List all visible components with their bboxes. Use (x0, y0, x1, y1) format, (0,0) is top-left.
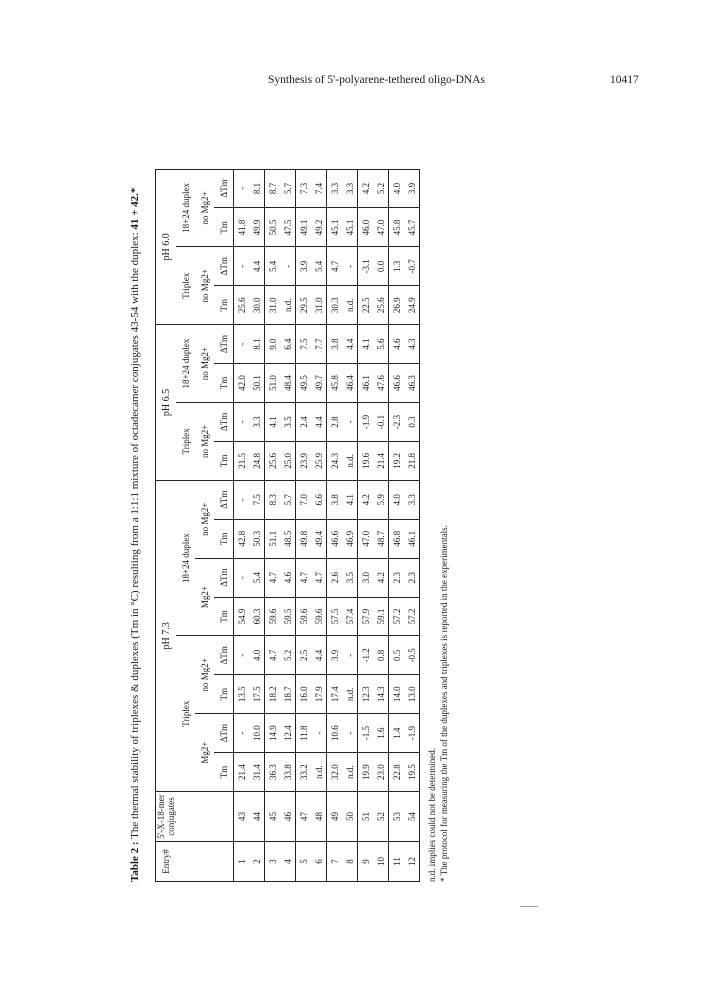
cell-value: - (342, 714, 358, 753)
table-row (234, 169, 250, 881)
header-dtm: ΔTm (214, 402, 234, 441)
cell-value: 57.9 (358, 597, 374, 636)
cell-value: 0.8 (373, 636, 389, 675)
cell-value: 3.9 (327, 636, 343, 675)
cell-value: 60.3 (249, 597, 265, 636)
cell-value: 3.5 (342, 558, 358, 597)
header-dtm: ΔTm (214, 480, 234, 519)
caption-text: The thermal stability of triplexes & duplexes (Tm in °C) resulting from a 1:1:1 mixture of octadecamer conjugates 43-54 with the duplex: (129, 232, 141, 839)
cell-value: 31.0 (311, 286, 327, 325)
cell-value: 0.3 (404, 402, 420, 441)
cell-value: 50.1 (249, 364, 265, 403)
cell-value: 31.0 (265, 286, 281, 325)
scan-speck (520, 906, 538, 907)
cell-conjugate: 47 (296, 792, 312, 842)
cell-value: 19.2 (389, 441, 405, 480)
cell-value: - (234, 247, 250, 286)
header-triplex: Triplex (176, 402, 195, 480)
running-title: Synthesis of 5'-polyarene-tethered oligo-DNAs (268, 74, 486, 86)
thermal-stability-table (155, 169, 420, 882)
cell-value: 57.4 (342, 597, 358, 636)
cell-value: 46.9 (342, 519, 358, 558)
cell-value: 14.9 (265, 714, 281, 753)
cell-conjugate: 48 (311, 792, 327, 842)
table-row (296, 169, 312, 881)
cell-value: 22.8 (389, 753, 405, 792)
cell-value: 4.7 (296, 558, 312, 597)
cell-entry: 2 (249, 842, 265, 882)
page-number: 10417 (610, 74, 639, 86)
cell-value: 3.3 (404, 480, 420, 519)
cell-value: 22.5 (358, 286, 374, 325)
cell-value: -0.1 (373, 402, 389, 441)
cell-value: 49.1 (296, 208, 312, 247)
cell-value: 1.4 (389, 714, 405, 753)
cell-value: - (234, 325, 250, 364)
cell-value: 17.9 (311, 675, 327, 714)
cell-value: 7.4 (311, 169, 327, 208)
cell-value: 19.6 (358, 441, 374, 480)
header-ph-6-0: pH 6.0 (156, 169, 177, 325)
table-row (311, 169, 327, 881)
cell-value: 49.4 (311, 519, 327, 558)
header-duplex: 18+24 duplex (176, 325, 195, 403)
cell-value: 0.0 (373, 247, 389, 286)
cell-value: 5.4 (249, 558, 265, 597)
cell-value: 4.4 (311, 402, 327, 441)
header-dtm: ΔTm (214, 325, 234, 364)
cell-value: 49.2 (311, 208, 327, 247)
cell-conjugate: 46 (280, 792, 296, 842)
cell-value: n.d. (280, 286, 296, 325)
header-tm: Tm (214, 753, 234, 792)
cell-value: 41.8 (234, 208, 250, 247)
cell-value: - (342, 247, 358, 286)
cell-value: 4.4 (249, 247, 265, 286)
cell-value: 5.4 (265, 247, 281, 286)
cell-value: 54.9 (234, 597, 250, 636)
header-mg: Mg2+ (195, 558, 214, 636)
cell-value: 46.1 (358, 364, 374, 403)
cell-value: 8.7 (265, 169, 281, 208)
cell-value: 24.3 (327, 441, 343, 480)
cell-value: 47.5 (280, 208, 296, 247)
cell-entry: 4 (280, 842, 296, 882)
cell-value: 4.2 (358, 169, 374, 208)
cell-value: 26.9 (389, 286, 405, 325)
cell-value: 47.0 (358, 519, 374, 558)
cell-value: 31.4 (249, 753, 265, 792)
header-mg: Mg2+ (195, 714, 214, 792)
cell-value: 7.7 (311, 325, 327, 364)
table-row (249, 169, 265, 881)
cell-entry: 6 (311, 842, 327, 882)
cell-value: - (311, 714, 327, 753)
cell-value: -1.9 (404, 714, 420, 753)
cell-value: 18.2 (265, 675, 281, 714)
cell-value: 8.3 (265, 480, 281, 519)
cell-value: 4.7 (311, 558, 327, 597)
header-tm: Tm (214, 597, 234, 636)
cell-value: 46.6 (389, 364, 405, 403)
header-tm: Tm (214, 675, 234, 714)
cell-entry: 12 (404, 842, 420, 882)
cell-value: 3.9 (404, 169, 420, 208)
cell-value: 19.5 (404, 753, 420, 792)
cell-value: 2.3 (389, 558, 405, 597)
cell-value: 18.7 (280, 675, 296, 714)
cell-value: 33.2 (296, 753, 312, 792)
cell-value: 45.7 (404, 208, 420, 247)
cell-value: 59.1 (373, 597, 389, 636)
cell-conjugate: 54 (404, 792, 420, 842)
cell-entry: 3 (265, 842, 281, 882)
cell-value: 4.6 (280, 558, 296, 597)
cell-entry: 9 (358, 842, 374, 882)
cell-value: 0.5 (389, 636, 405, 675)
header-tm: Tm (214, 286, 234, 325)
header-duplex: 18+24 duplex (176, 480, 195, 636)
cell-conjugate: 53 (389, 792, 405, 842)
note-nd: n.d. implies could not be determined. (427, 748, 437, 882)
cell-value: 46.3 (404, 364, 420, 403)
cell-value: 45.8 (327, 364, 343, 403)
cell-entry: 5 (296, 842, 312, 882)
cell-conjugate: 43 (234, 792, 250, 842)
cell-value: -0.5 (404, 636, 420, 675)
cell-value: 3.9 (296, 247, 312, 286)
header-duplex: 18+24 duplex (176, 169, 195, 247)
cell-value: 8.1 (249, 325, 265, 364)
cell-value: 46.1 (404, 519, 420, 558)
cell-value: 4.6 (389, 325, 405, 364)
cell-value: -0.7 (404, 247, 420, 286)
header-no-mg: no Mg2+ (195, 247, 214, 325)
cell-value: - (234, 714, 250, 753)
cell-value: 4.1 (342, 480, 358, 519)
header-no-mg: no Mg2+ (195, 325, 214, 403)
cell-value: -1.2 (358, 636, 374, 675)
cell-value: 16.0 (296, 675, 312, 714)
caption-label: Table 2 : (129, 841, 141, 882)
cell-value: 4.4 (342, 325, 358, 364)
cell-value: 4.3 (404, 325, 420, 364)
cell-value: - (234, 480, 250, 519)
cell-value: 4.7 (265, 636, 281, 675)
cell-value: n.d. (311, 753, 327, 792)
header-triplex: Triplex (176, 247, 195, 325)
cell-value: 48.4 (280, 364, 296, 403)
caption-bold-tail: 41 + 42.* (129, 187, 141, 230)
cell-value: 49.7 (311, 364, 327, 403)
cell-value: 21.4 (234, 753, 250, 792)
table-row (342, 169, 358, 881)
cell-entry: 1 (234, 842, 250, 882)
cell-value: 4.0 (389, 480, 405, 519)
cell-value: -2.3 (389, 402, 405, 441)
cell-value: 9.0 (265, 325, 281, 364)
cell-value: - (234, 402, 250, 441)
cell-value: 57.2 (404, 597, 420, 636)
table-row (373, 169, 389, 881)
cell-value: 25.6 (373, 286, 389, 325)
cell-value: 7.5 (249, 480, 265, 519)
cell-entry: 7 (327, 842, 343, 882)
cell-value: 1.6 (373, 714, 389, 753)
header-ph-6-5: pH 6.5 (156, 325, 177, 481)
table-caption (128, 162, 143, 882)
cell-conjugate: 51 (358, 792, 374, 842)
header-tm: Tm (214, 441, 234, 480)
cell-value: 5.2 (280, 636, 296, 675)
header-no-mg: no Mg2+ (195, 169, 214, 247)
table-row (265, 169, 281, 881)
table-notes (426, 162, 450, 882)
cell-value: 1.3 (389, 247, 405, 286)
cell-value: 2.6 (327, 558, 343, 597)
cell-value: 57.2 (389, 597, 405, 636)
cell-value: 12.4 (280, 714, 296, 753)
cell-value: 14.0 (389, 675, 405, 714)
cell-value: 49.9 (249, 208, 265, 247)
cell-conjugate: 52 (373, 792, 389, 842)
cell-value: 23.0 (373, 753, 389, 792)
cell-value: 48.5 (280, 519, 296, 558)
cell-value: 51.1 (265, 519, 281, 558)
cell-value: 42.0 (234, 364, 250, 403)
cell-value: 13.5 (234, 675, 250, 714)
cell-value: 29.5 (296, 286, 312, 325)
cell-conjugate: 50 (342, 792, 358, 842)
cell-value: 5.2 (373, 169, 389, 208)
cell-value: n.d. (342, 753, 358, 792)
cell-value: 50.5 (265, 208, 281, 247)
cell-value: 4.1 (265, 402, 281, 441)
cell-value: 7.0 (296, 480, 312, 519)
table-row (280, 169, 296, 881)
cell-entry: 11 (389, 842, 405, 882)
cell-value: 30.3 (327, 286, 343, 325)
cell-value: 17.4 (327, 675, 343, 714)
cell-value: 50.3 (249, 519, 265, 558)
table-row (358, 169, 374, 881)
cell-value: 21.8 (404, 441, 420, 480)
cell-value: 13.0 (404, 675, 420, 714)
table-row (327, 169, 343, 881)
cell-value: 42.8 (234, 519, 250, 558)
cell-value: 3.0 (358, 558, 374, 597)
cell-value: 3.3 (342, 169, 358, 208)
cell-value: 5.7 (280, 480, 296, 519)
cell-value: 4.0 (249, 636, 265, 675)
cell-value: 47.0 (373, 208, 389, 247)
cell-value: 45.1 (342, 208, 358, 247)
cell-value: 48.7 (373, 519, 389, 558)
cell-value: 57.5 (327, 597, 343, 636)
cell-value: 25.6 (234, 286, 250, 325)
header-conjugates: 5'-X-18-mer conjugates (156, 792, 177, 842)
cell-value: 4.4 (311, 636, 327, 675)
cell-value: 30.0 (249, 286, 265, 325)
header-entry: Entry# (156, 842, 177, 882)
cell-value: 59.5 (280, 597, 296, 636)
table-row (389, 169, 405, 881)
cell-conjugate: 44 (249, 792, 265, 842)
cell-value: 4.1 (358, 325, 374, 364)
cell-value: 4.2 (373, 558, 389, 597)
cell-value: 3.8 (327, 325, 343, 364)
cell-value: 2.3 (404, 558, 420, 597)
cell-value: 25.9 (311, 441, 327, 480)
cell-value: n.d. (342, 286, 358, 325)
cell-value: 14.3 (373, 675, 389, 714)
cell-value: 49.8 (296, 519, 312, 558)
cell-value: 46.6 (327, 519, 343, 558)
cell-value: - (280, 247, 296, 286)
cell-value: 6.6 (311, 480, 327, 519)
cell-value: -1.5 (358, 714, 374, 753)
table-body (234, 169, 420, 881)
header-dtm: ΔTm (214, 714, 234, 753)
header-dtm: ΔTm (214, 247, 234, 286)
cell-value: 3.8 (327, 480, 343, 519)
cell-value: 24.9 (404, 286, 420, 325)
header-dtm: ΔTm (214, 558, 234, 597)
cell-value: 5.4 (311, 247, 327, 286)
cell-value: 4.7 (265, 558, 281, 597)
cell-value: 49.5 (296, 364, 312, 403)
cell-value: 51.0 (265, 364, 281, 403)
table-row (404, 169, 420, 881)
cell-value: 19.9 (358, 753, 374, 792)
cell-value: n.d. (342, 441, 358, 480)
cell-value: 25.0 (280, 441, 296, 480)
cell-value: 3.5 (280, 402, 296, 441)
cell-value: 59.6 (265, 597, 281, 636)
cell-value: 6.4 (280, 325, 296, 364)
cell-value: 11.8 (296, 714, 312, 753)
cell-value: 59.6 (311, 597, 327, 636)
cell-value: 2.8 (327, 402, 343, 441)
cell-value: 5.6 (373, 325, 389, 364)
cell-conjugate: 45 (265, 792, 281, 842)
cell-entry: 8 (342, 842, 358, 882)
cell-value: 10.6 (327, 714, 343, 753)
cell-value: -3.1 (358, 247, 374, 286)
cell-value: 46.4 (342, 364, 358, 403)
cell-value: 2.4 (296, 402, 312, 441)
cell-value: - (234, 169, 250, 208)
note-protocol: * The protocol for measuring the Tm of the duplexes and triplexes is reported in the experimentals. (439, 525, 449, 882)
cell-value: 5.7 (280, 169, 296, 208)
cell-value: 46.8 (389, 519, 405, 558)
cell-value: 25.6 (265, 441, 281, 480)
cell-value: - (342, 402, 358, 441)
cell-value: 47.6 (373, 364, 389, 403)
header-ph-7-3: pH 7.3 (156, 480, 177, 791)
cell-value: 5.9 (373, 480, 389, 519)
rotated-table-block (128, 162, 658, 882)
cell-value: - (342, 636, 358, 675)
cell-value: 12.3 (358, 675, 374, 714)
cell-value: 10.0 (249, 714, 265, 753)
cell-value: 23.9 (296, 441, 312, 480)
cell-value: 45.8 (389, 208, 405, 247)
cell-value: 4.7 (327, 247, 343, 286)
header-tm: Tm (214, 208, 234, 247)
cell-value: - (234, 636, 250, 675)
cell-value: 33.8 (280, 753, 296, 792)
cell-value: 7.3 (296, 169, 312, 208)
cell-value: 24.8 (249, 441, 265, 480)
cell-value: 4.2 (358, 480, 374, 519)
cell-value: - (234, 558, 250, 597)
header-tm: Tm (214, 364, 234, 403)
header-dtm: ΔTm (214, 636, 234, 675)
cell-value: 8.1 (249, 169, 265, 208)
cell-conjugate: 49 (327, 792, 343, 842)
cell-value: 21.5 (234, 441, 250, 480)
cell-value: 7.5 (296, 325, 312, 364)
cell-value: 36.3 (265, 753, 281, 792)
cell-value: 59.6 (296, 597, 312, 636)
header-triplex: Triplex (176, 636, 195, 792)
cell-value: 2.5 (296, 636, 312, 675)
cell-value: 4.0 (389, 169, 405, 208)
header-tm: Tm (214, 519, 234, 558)
cell-entry: 10 (373, 842, 389, 882)
header-dtm: ΔTm (214, 169, 234, 208)
cell-value: 32.0 (327, 753, 343, 792)
cell-value: 45.1 (327, 208, 343, 247)
header-no-mg: no Mg2+ (195, 636, 214, 714)
cell-value: 46.0 (358, 208, 374, 247)
cell-value: 3.3 (249, 402, 265, 441)
cell-value: 21.4 (373, 441, 389, 480)
header-no-mg: no Mg2+ (195, 480, 214, 558)
cell-value: 17.5 (249, 675, 265, 714)
header-no-mg: no Mg2+ (195, 402, 214, 480)
cell-value: 3.3 (327, 169, 343, 208)
cell-value: n.d. (342, 675, 358, 714)
cell-value: -1.9 (358, 402, 374, 441)
